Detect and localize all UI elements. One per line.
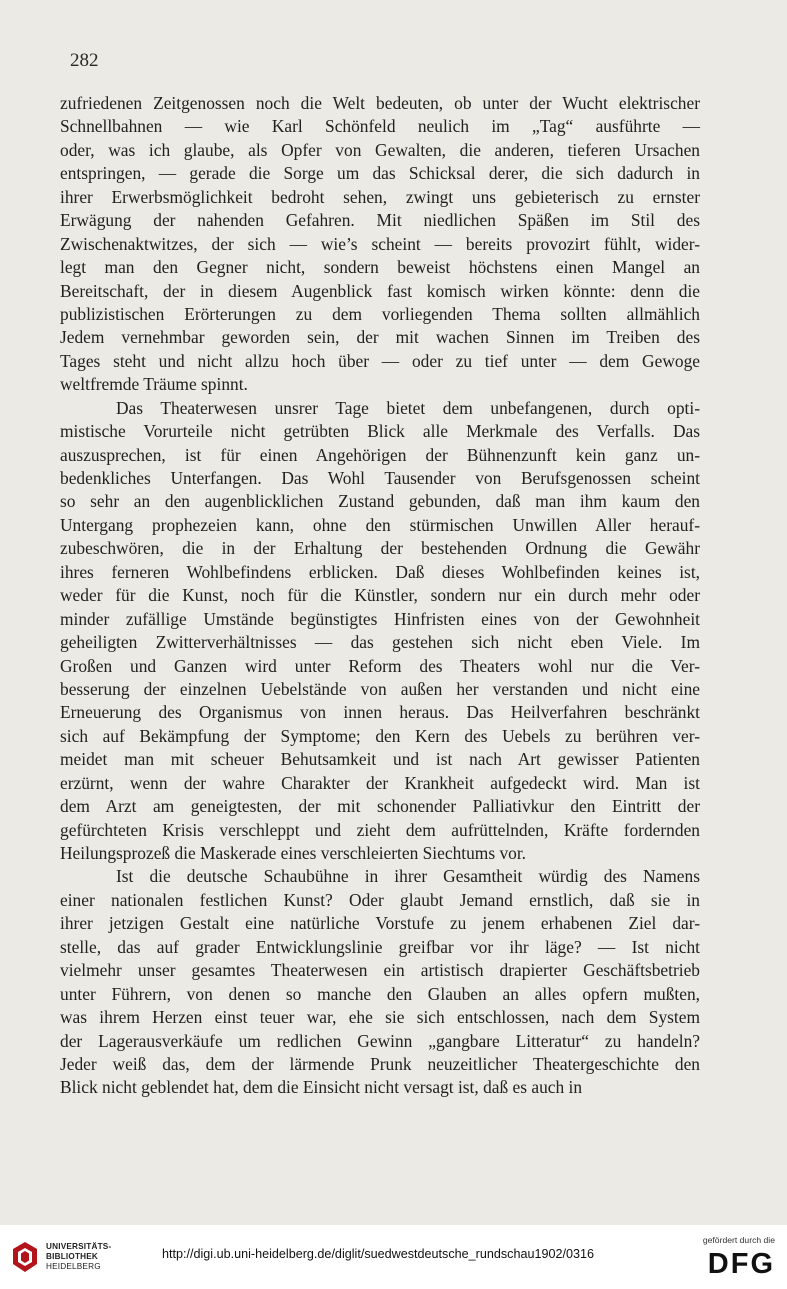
dfg-logo: DFG	[707, 1248, 775, 1280]
text-line: minder zufällige Umstände begünstigtes Hinfristen eines von der Gewohnheit	[60, 608, 700, 629]
text-line: publizistischen Erörterungen zu dem vorliegenden Thema sollten allmählich	[60, 303, 700, 324]
page-number: 282	[70, 50, 99, 71]
text-line: Jedem vernehmbar geworden sein, der mit wachen Sinnen im Treiben des	[60, 327, 700, 348]
text-line: einer nationalen festlichen Kunst? Oder glaubt Jemand ernstlich, daß sie in	[60, 889, 700, 910]
text-line: der Lagerausverkäufe um redlichen Gewinn „gangbare Litteratur“ zu handeln?	[60, 1030, 700, 1051]
text-line: auszusprechen, ist für einen Angehörigen der Bühnenzunft kein ganz un-	[60, 444, 700, 465]
text-line: zufriedenen Zeitgenossen noch die Welt bedeuten, ob unter der Wucht elektrischer	[60, 93, 700, 113]
text-line: Erneuerung des Organismus von innen heraus. Das Heilverfahren beschränkt	[60, 702, 700, 723]
text-line: unter Führern, von denen so manche den Glauben an alles opfern mußten,	[60, 983, 700, 1004]
text-line: Bereitschaft, der in diesem Augenblick fast komisch wirken könnte: denn die	[60, 280, 700, 301]
text-line: so sehr an den augenblicklichen Zustand gebunden, daß man ihm kaum den	[60, 491, 700, 512]
text-line: Untergang prophezeien kann, ohne den stürmischen Unwillen Aller herauf-	[60, 514, 700, 535]
text-line: Großen und Ganzen wird unter Reform des Theaters wohl nur die Ver-	[60, 655, 700, 676]
text-line: Blick nicht geblendet hat, dem die Einsicht nicht versagt ist, daß es auch in	[60, 1077, 583, 1098]
permalink-url[interactable]: http://digi.ub.uni-heidelberg.de/diglit/suedwestdeutsche_rundschau1902/0316	[162, 1247, 595, 1261]
text-line: stelle, das auf grader Entwicklungslinie greifbar vor ihr läge? — Ist nicht	[60, 936, 700, 957]
text-line: Ist die deutsche Schaubühne in ihrer Gesamtheit würdig des Namens	[116, 866, 700, 887]
library-name: UNIVERSITÄTS- BIBLIOTHEK HEIDELBERG	[46, 1242, 112, 1271]
text-line: ihrer jetzigen Gestalt eine natürliche Vorstufe zu jenem erhabenen Ziel dar-	[60, 913, 700, 934]
text-line: ihres ferneren Wohlbefindens erblicken. Daß dieses Wohlbefinden keines ist,	[60, 561, 700, 582]
text-line: erzürnt, wenn der wahre Charakter der Krankheit aufgedeckt wird. Man ist	[60, 772, 700, 793]
funded-by-label: gefördert durch die	[702, 1235, 775, 1245]
text-line: dem Arzt am geneigtesten, der mit schonender Palliativkur den Eintritt der	[60, 796, 700, 817]
text-line: Erwägung der nahenden Gefahren. Mit niedlichen Späßen im Stil des	[60, 210, 700, 231]
university-seal-icon	[10, 1240, 40, 1274]
text-line: mistische Vorurteile nicht getrübten Blick alle Merkmale des Verfalls. Das	[60, 421, 700, 442]
text-line: meidet man mit scheuer Behutsamkeit und ist nach Art gewisser Patienten	[60, 749, 700, 770]
text-line: Jeder weiß das, dem der lärmende Prunk neuzeitlicher Theatergeschichte den	[60, 1053, 700, 1074]
text-line: entspringen, — gerade die Sorge um das Schicksal derer, die sich dadurch in	[60, 163, 700, 184]
text-line: gefürchteten Krisis verschleppt und zieht dem aufrüttelnden, Kräfte fordernden	[60, 819, 700, 840]
text-line: weder für die Kunst, noch für die Künstler, sondern nur ein durch mehr oder	[60, 585, 700, 606]
body-text	[60, 92, 700, 1100]
text-line: besserung der einzelnen Uebelstände von außen her verstanden und nicht eine	[60, 678, 700, 699]
text-line: zubeschwören, die in der Erhaltung der bestehenden Ordnung die Gewähr	[60, 538, 700, 559]
text-line: vielmehr unser gesamtes Theaterwesen ein artistisch drapierter Geschäftsbetrieb	[60, 960, 700, 981]
text-line: bedenkliches Unterfangen. Das Wohl Tausender von Berufsgenossen scheint	[60, 468, 700, 488]
footer	[0, 1225, 787, 1289]
text-line: sich auf Bekämpfung der Symptome; den Kern des Uebels zu berühren ver-	[60, 725, 700, 746]
text-line: Heilungsprozeß die Maskerade eines verschleierten Siechtums vor.	[60, 843, 527, 863]
text-line: legt man den Gegner nicht, sondern beweist höchstens einen Mangel an	[60, 257, 700, 278]
text-line: oder, was ich glaube, als Opfer von Gewalten, die anderen, tieferen Ursachen	[60, 139, 700, 160]
text-line: Das Theaterwesen unsrer Tage bietet dem unbefangenen, durch opti-	[116, 397, 700, 418]
text-line: Schnellbahnen — wie Karl Schönfeld neulich im „Tag“ ausführte —	[60, 116, 700, 137]
text-line: geheiligten Zwitterverhältnisses — das gestehen sich nicht eben Viele. Im	[60, 632, 700, 653]
text-line: Tages steht und nicht allzu hoch über — oder zu tief unter — dem Gewoge	[60, 350, 700, 371]
text-line: weltfremde Träume spinnt.	[60, 374, 248, 395]
text-line: Zwischenaktwitzes, der sich — wie’s scheint — bereits provozirt fühlt, wider-	[60, 233, 700, 254]
text-line: ihrer Erwerbsmöglichkeit bedroht sehen, zwingt uns gebieterisch zu ernster	[60, 186, 700, 207]
text-line: was ihrem Herzen einst teuer war, ehe sie sich entschlossen, nach dem System	[60, 1007, 700, 1028]
